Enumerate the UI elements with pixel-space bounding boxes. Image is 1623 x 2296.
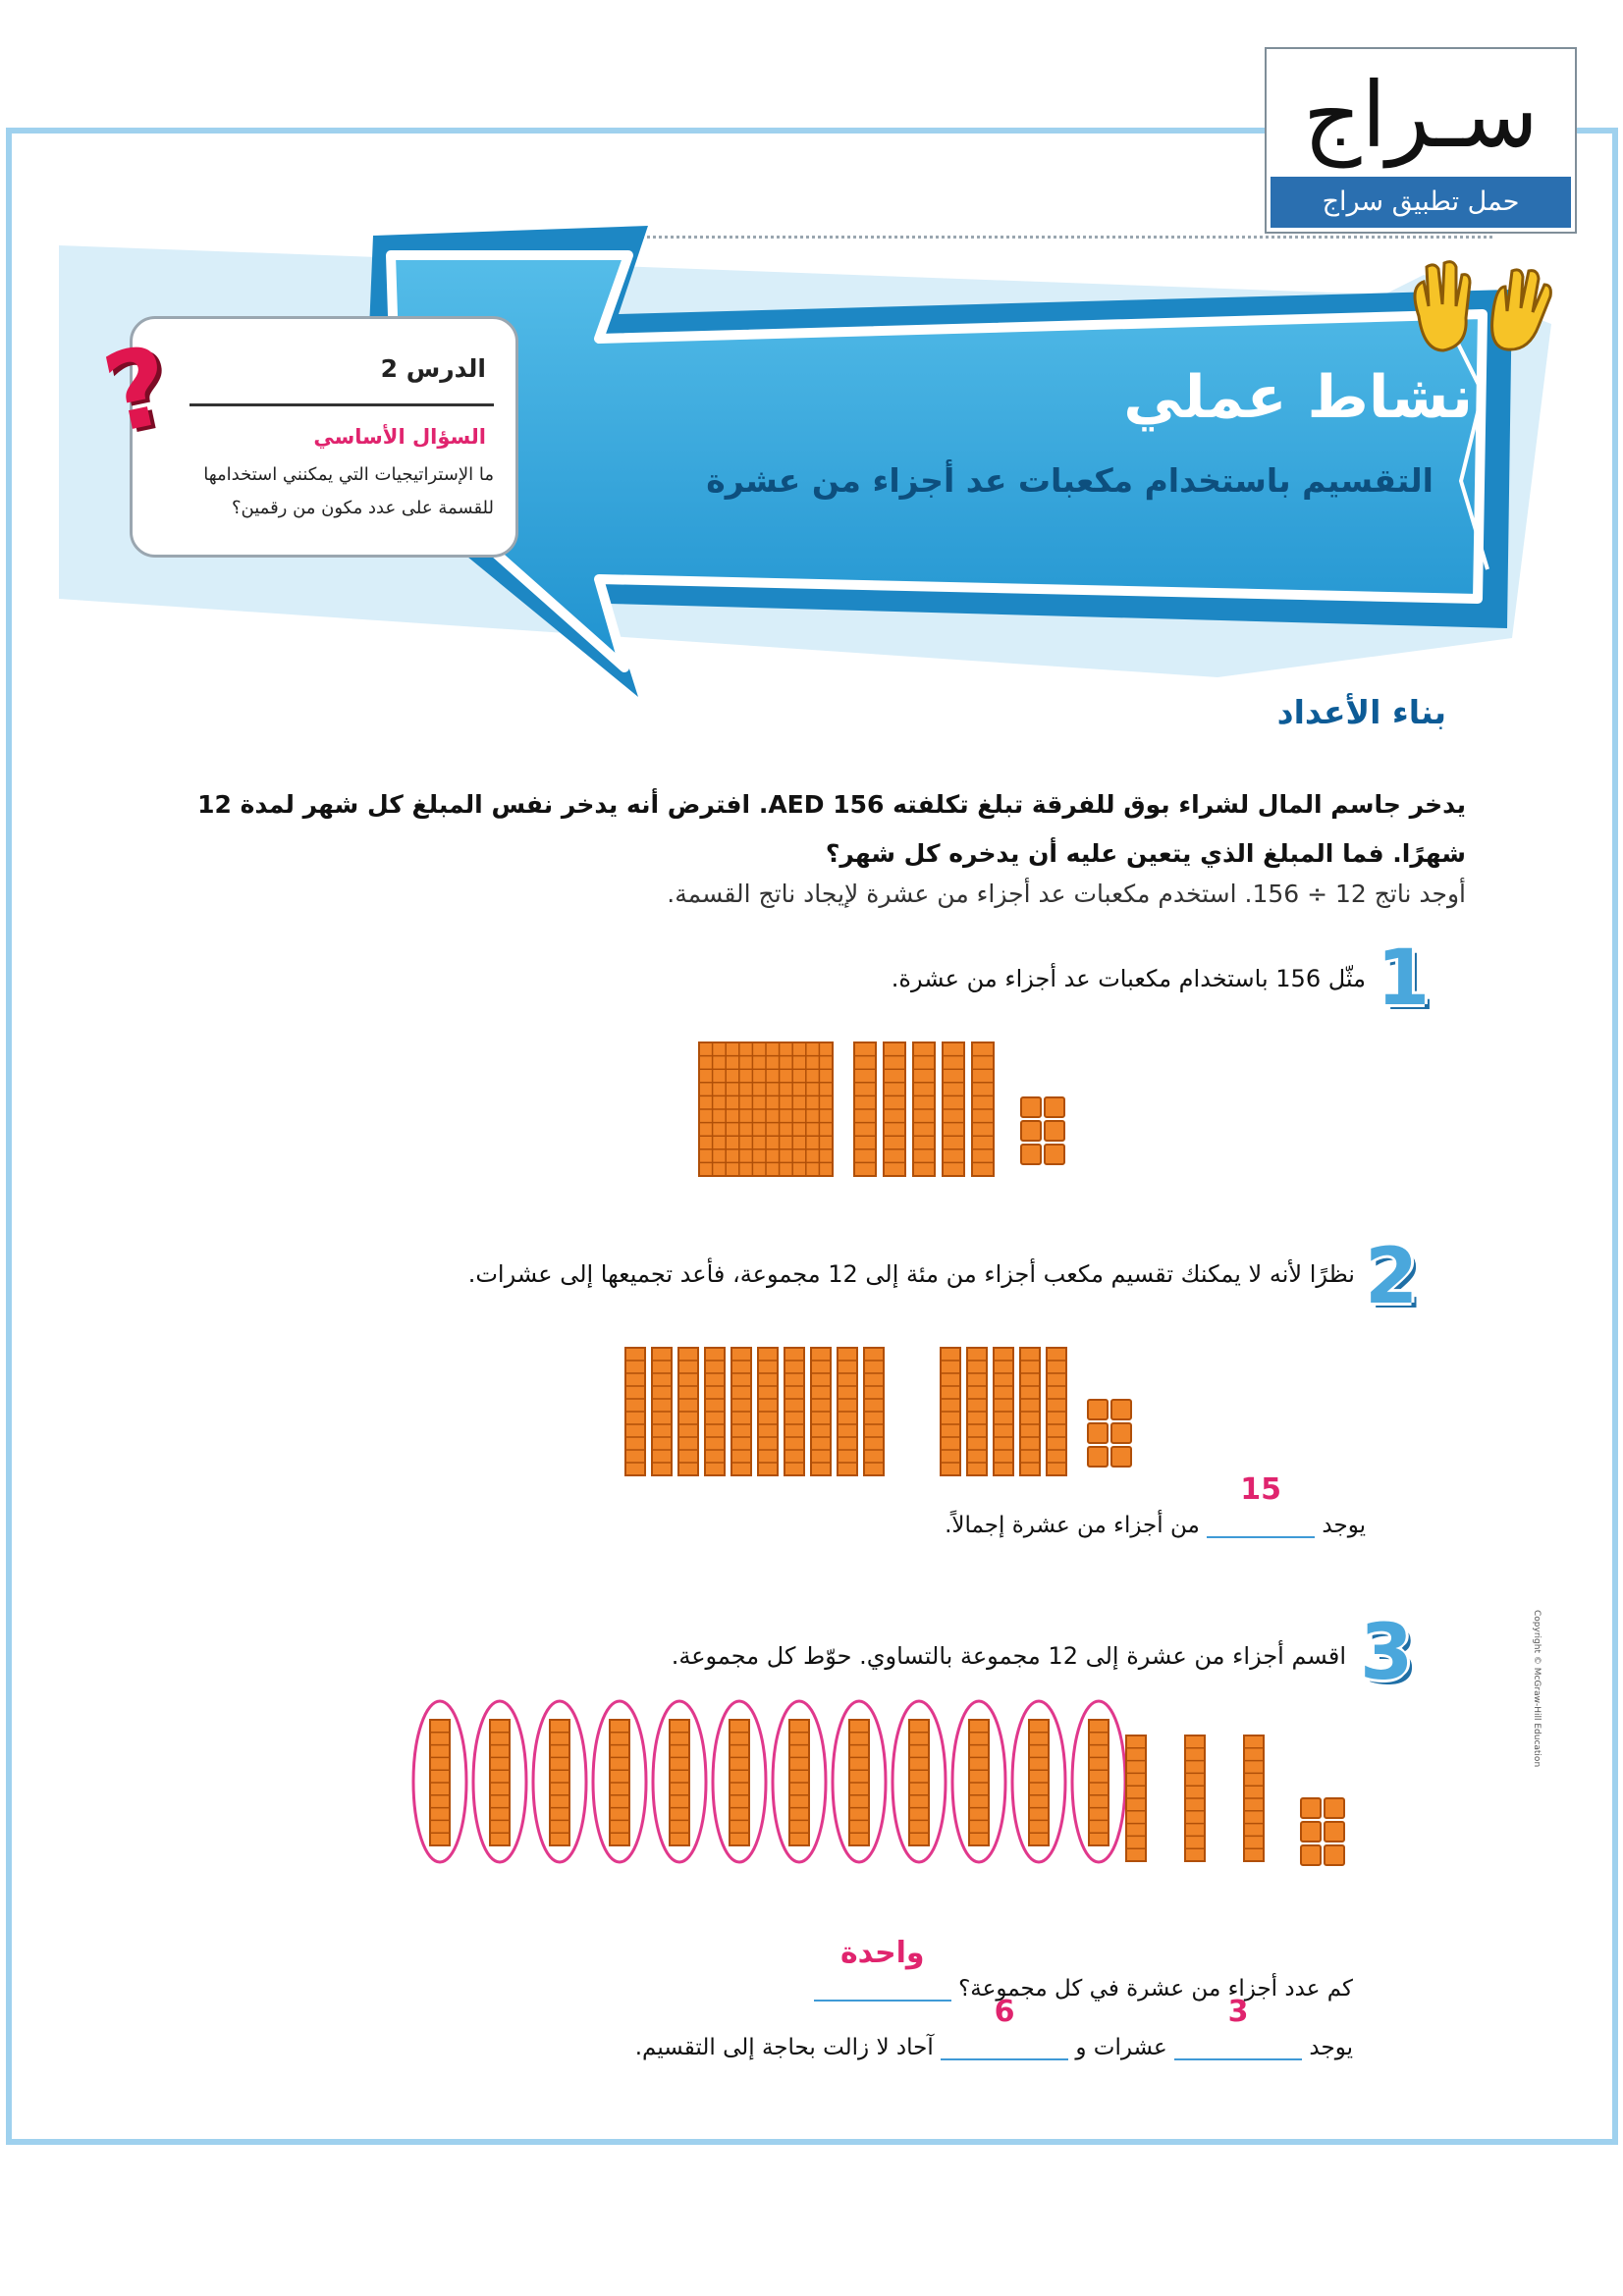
card-divider [189,403,494,406]
lesson-number: الدرس 2 [380,354,486,383]
copyright-text: Copyright © McGraw-Hill Education [1532,1610,1542,1768]
total-tens-answer: 15 [1240,1472,1281,1507]
total-tens-before: يوجد [1322,1513,1366,1538]
step-2-number: 2 [1365,1233,1419,1321]
problem-text: يدخر جاسم المال لشراء بوق للفرقة تبلغ تكلفته 156 AED. افترض أنه يدخر نفس المبلغ كل شهر لمدة 12 شهرًا. فما المبلغ الذي يتعين عليه أن يدخره كل شهر؟ [197,790,1466,868]
activity-subtitle: التقسيم باستخدام مكعبات عد أجزاء من عشرة [706,461,1434,500]
step-2-text: نظرًا لأنه لا يمكنك تقسيم مكعب أجزاء من مئة إلى 12 مجموعة، فأعد تجميعها إلى عشرات. [467,1260,1355,1288]
group-question-line [469,1936,1353,2002]
group-question-text: كم عدد أجزاء من عشرة في كل مجموعة؟ [958,1976,1353,2002]
essential-question-text: ما الإستراتيجيات التي يمكنني استخدامها للقسمة على عدد مكون من رقمين؟ [203,464,494,518]
remaining-after: آحاد لا زالت بحاجة إلى التقسيم. [634,2035,934,2060]
step-2-answer-line [482,1472,1366,1538]
logo-strip: حمل تطبيق سراج [1271,177,1571,228]
instruction-text: أوجد ناتج 12 ÷ 156. استخدم مكعبات عد أجزاء من عشرة لإيجاد ناتج القسمة. [667,880,1466,908]
remaining-ones-answer: 6 [994,1995,1015,2029]
copyright-sidenote [1524,1610,1543,2061]
hands-icon [1399,257,1566,365]
lesson-card [130,316,518,558]
logo [1265,47,1577,234]
remaining-tens-blank[interactable] [1174,1995,1302,2060]
group-answer-blank[interactable] [814,1936,951,2002]
question-mark-icon: ? [93,321,182,458]
remaining-tens-answer: 3 [1227,1995,1249,2029]
step-1-text: مثّل 156 باستخدام مكعبات عد أجزاء من عشرة. [891,965,1366,992]
section-title: بناء الأعداد [1276,693,1446,731]
step-3-text: اقسم أجزاء من عشرة إلى 12 مجموعة بالتساوي. حوّط كل مجموعة. [671,1642,1346,1670]
remaining-line [273,1995,1353,2060]
logo-name: سـراج [1303,63,1539,168]
essential-question-label: السؤال الأساسي [313,425,486,449]
remaining-before: يوجد [1309,2035,1353,2060]
remaining-mid: عشرات و [1075,2035,1167,2060]
total-tens-after: من أجزاء من عشرة إجمالاً. [945,1513,1200,1538]
remaining-ones-blank[interactable] [941,1995,1068,2060]
activity-title: نشاط عملي [1123,363,1473,432]
step-1-number: 1 [1377,934,1431,1023]
total-tens-blank[interactable] [1207,1472,1315,1538]
group-answer: واحدة [839,1936,925,1970]
step-3-number: 3 [1360,1609,1414,1697]
